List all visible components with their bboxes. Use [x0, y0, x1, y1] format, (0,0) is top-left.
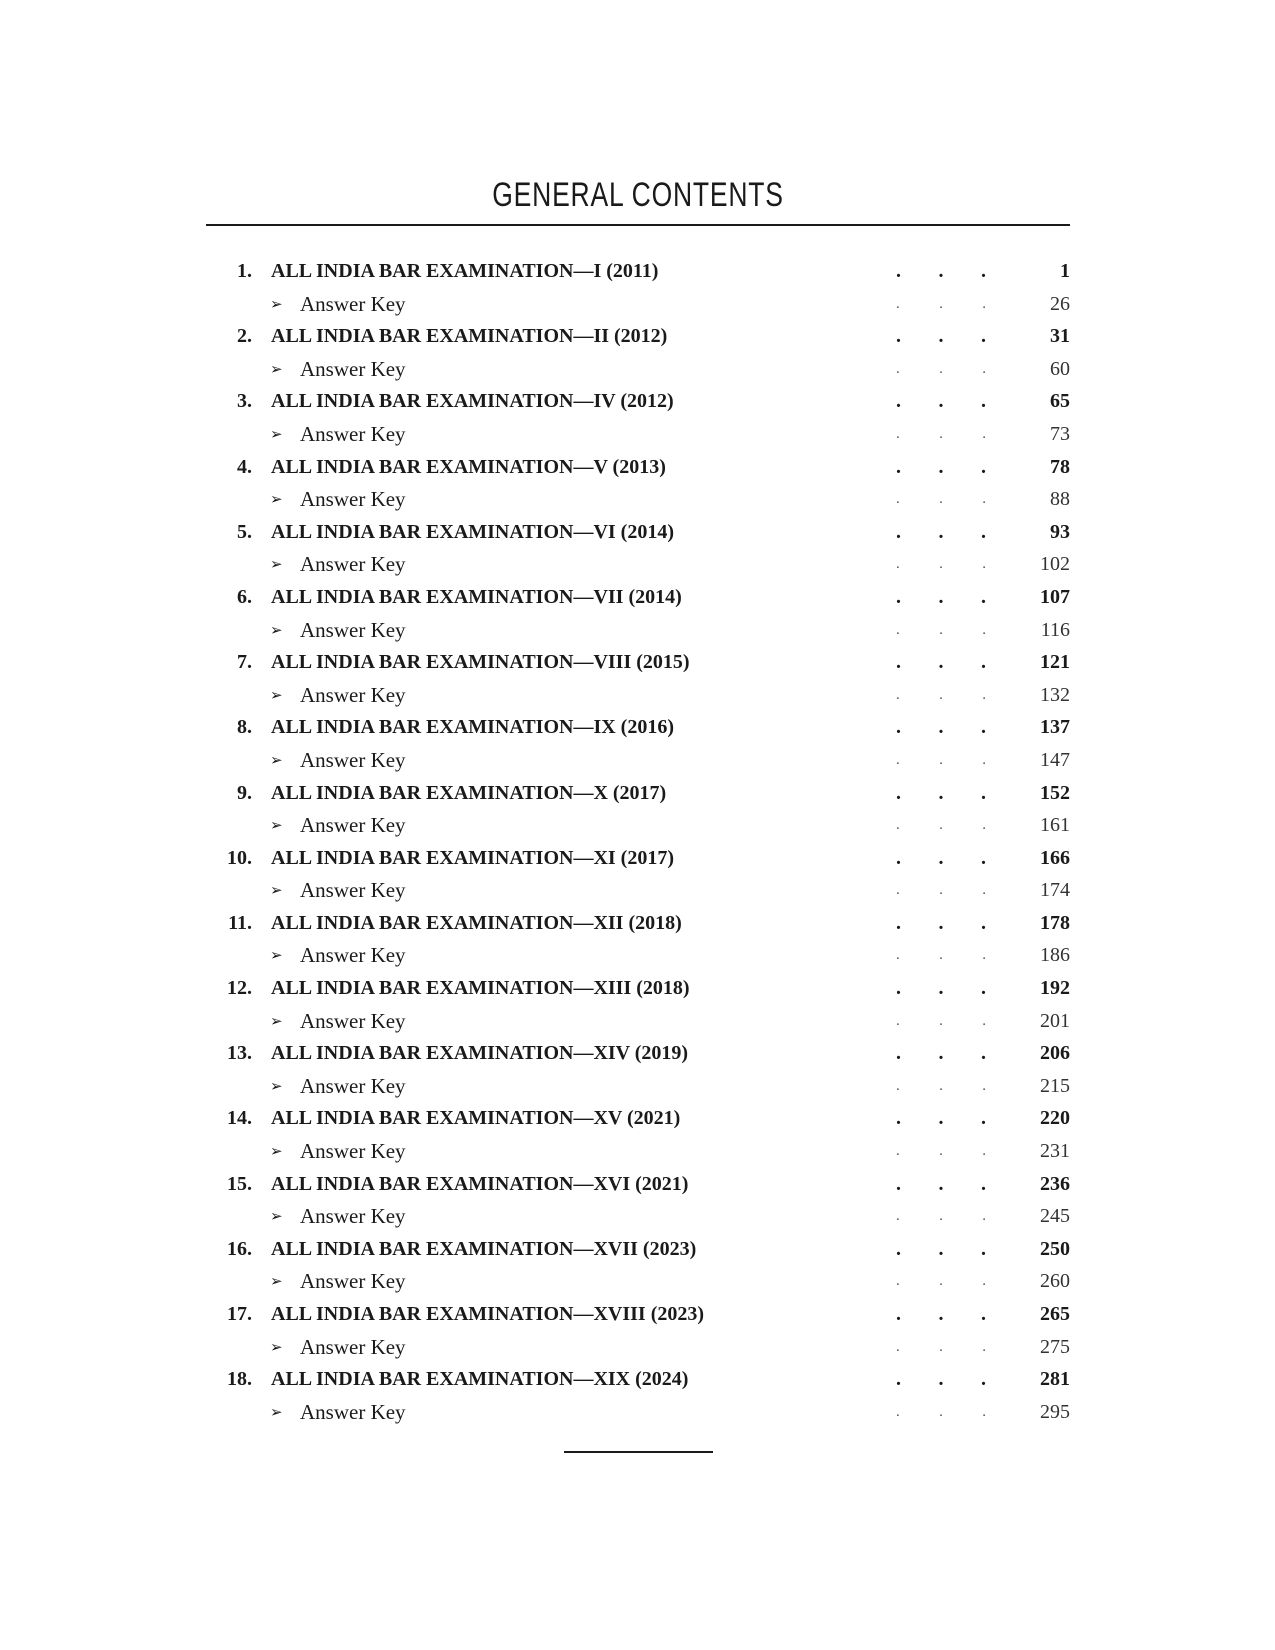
entry-number: 13.: [227, 1042, 252, 1065]
answer-key-label: Answer Key: [300, 1139, 406, 1164]
leader-dot: .: [982, 1077, 986, 1094]
entry-page: 220: [1040, 1107, 1070, 1130]
arrow-bullet-icon: ➢: [270, 1207, 283, 1226]
leader-dot: .: [896, 621, 900, 638]
leader-dots: [896, 288, 986, 321]
leader-dot: .: [896, 491, 900, 508]
leader-dot: .: [981, 846, 986, 869]
leader-dot: .: [938, 520, 944, 543]
leader-dots: [896, 614, 986, 647]
leader-dots: [896, 711, 986, 744]
arrow-bullet-icon: ➢: [270, 685, 283, 704]
leader-dots: [896, 907, 986, 940]
leader-dots: [896, 1102, 986, 1135]
answer-key-label: Answer Key: [300, 1008, 406, 1033]
leader-dot: .: [981, 1237, 986, 1260]
entry-page: 152: [1040, 781, 1070, 804]
toc-entry[interactable]: [206, 777, 1070, 810]
answer-key-label: Answer Key: [300, 1204, 406, 1229]
toc-entry[interactable]: [206, 1168, 1070, 1201]
entry-number: 14.: [227, 1107, 252, 1130]
leader-dot: .: [981, 455, 986, 478]
answer-key-label: Answer Key: [300, 421, 406, 446]
entry-title: ALL INDIA BAR EXAMINATION—XI (2017): [271, 846, 674, 869]
entry-title: ALL INDIA BAR EXAMINATION—XVIII (2023): [271, 1303, 705, 1325]
leader-dot: .: [982, 1338, 986, 1355]
answer-key-page: 275: [1040, 1335, 1070, 1358]
leader-dot: .: [939, 295, 943, 312]
entry-title: ALL INDIA BAR EXAMINATION—XIII (2018): [271, 977, 690, 1000]
leader-dots: [896, 1005, 986, 1038]
answer-key-label: Answer Key: [300, 682, 406, 707]
toc-subentry[interactable]: [206, 1200, 1070, 1233]
leader-dot: .: [896, 1237, 901, 1260]
leader-dot: .: [896, 1273, 900, 1290]
arrow-bullet-icon: ➢: [270, 490, 283, 509]
leader-dot: .: [981, 390, 986, 413]
arrow-bullet-icon: ➢: [270, 424, 283, 443]
leader-dot: .: [982, 1012, 986, 1029]
leader-dot: .: [896, 1303, 901, 1325]
leader-dot: .: [938, 1368, 944, 1391]
leader-dot: .: [981, 651, 986, 674]
leader-dots: [896, 874, 986, 907]
leader-dot: .: [939, 882, 943, 899]
answer-key-label: Answer Key: [300, 1334, 406, 1359]
leader-dot: .: [896, 556, 900, 573]
leader-dots: [896, 646, 986, 679]
leader-dot: .: [896, 295, 900, 312]
entry-number: 2.: [237, 325, 252, 348]
entry-title: ALL INDIA BAR EXAMINATION—VIII (2015): [271, 651, 690, 674]
answer-key-page: 186: [1040, 944, 1070, 967]
leader-dot: .: [938, 716, 944, 739]
entry-page: 65: [1050, 390, 1070, 413]
answer-key-label: Answer Key: [300, 1073, 406, 1098]
leader-dot: .: [938, 977, 944, 1000]
answer-key-label: Answer Key: [300, 291, 406, 316]
entry-number: 18.: [227, 1368, 252, 1391]
toc-subentry[interactable]: [206, 939, 1070, 972]
toc-subentry[interactable]: [206, 614, 1070, 647]
leader-dot: .: [896, 911, 901, 934]
entry-number: 1.: [237, 260, 252, 282]
entry-number: 10.: [227, 846, 252, 869]
answer-key-label: Answer Key: [300, 1269, 406, 1294]
toc-entry[interactable]: [206, 972, 1070, 1005]
leader-dot: .: [981, 260, 986, 282]
leader-dots: [896, 320, 986, 353]
leader-dot: .: [896, 651, 901, 674]
leader-dot: .: [896, 585, 901, 608]
toc-subentry[interactable]: [206, 288, 1070, 321]
leader-dots: [896, 385, 986, 418]
leader-dots: [896, 777, 986, 810]
leader-dots: [896, 1363, 986, 1396]
entry-title: ALL INDIA BAR EXAMINATION—XIX (2024): [271, 1368, 689, 1391]
entry-title: ALL INDIA BAR EXAMINATION—XVII (2023): [271, 1237, 697, 1260]
leader-dot: .: [939, 1403, 943, 1420]
leader-dot: .: [896, 1338, 900, 1355]
leader-dot: .: [896, 425, 900, 442]
arrow-bullet-icon: ➢: [270, 946, 283, 965]
leader-dot: .: [982, 817, 986, 834]
answer-key-label: Answer Key: [300, 747, 406, 772]
answer-key-page: 60: [1050, 357, 1070, 380]
leader-dot: .: [982, 360, 986, 377]
entry-page: 137: [1040, 716, 1070, 739]
answer-key-page: 116: [1040, 618, 1070, 641]
leader-dots: [896, 516, 986, 549]
toc-entry[interactable]: [206, 385, 1070, 418]
leader-dot: .: [896, 1077, 900, 1094]
arrow-bullet-icon: ➢: [270, 359, 283, 378]
leader-dot: .: [896, 817, 900, 834]
leader-dots: [896, 1168, 986, 1201]
leader-dots: [896, 679, 986, 712]
answer-key-page: 231: [1040, 1140, 1070, 1163]
entry-title: ALL INDIA BAR EXAMINATION—VI (2014): [271, 520, 674, 543]
entry-title: ALL INDIA BAR EXAMINATION—IV (2012): [271, 390, 674, 413]
leader-dot: .: [896, 947, 900, 964]
leader-dots: [896, 809, 986, 842]
leader-dot: .: [896, 846, 901, 869]
leader-dot: .: [938, 325, 944, 348]
leader-dots: [896, 1200, 986, 1233]
answer-key-label: Answer Key: [300, 356, 406, 381]
leader-dot: .: [939, 751, 943, 768]
toc-subentry[interactable]: [206, 679, 1070, 712]
leader-dot: .: [896, 1042, 901, 1065]
leader-dots: [896, 842, 986, 875]
answer-key-label: Answer Key: [300, 487, 406, 512]
leader-dots: [896, 353, 986, 386]
leader-dot: .: [938, 846, 944, 869]
leader-dot: .: [939, 1077, 943, 1094]
leader-dots: [896, 451, 986, 484]
answer-key-page: 161: [1040, 814, 1070, 837]
leader-dot: .: [939, 1143, 943, 1160]
leader-dot: .: [938, 1172, 944, 1195]
leader-dot: .: [938, 651, 944, 674]
arrow-bullet-icon: ➢: [270, 1402, 283, 1421]
toc-entry[interactable]: [206, 1298, 1070, 1331]
leader-dots: [896, 972, 986, 1005]
end-divider: [564, 1451, 713, 1453]
entry-number: 15.: [227, 1172, 252, 1195]
answer-key-label: Answer Key: [300, 878, 406, 903]
entry-number: 3.: [237, 390, 252, 413]
leader-dot: .: [896, 1403, 900, 1420]
answer-key-label: Answer Key: [300, 943, 406, 968]
leader-dot: .: [939, 1012, 943, 1029]
leader-dots: [896, 939, 986, 972]
answer-key-label: Answer Key: [300, 1399, 406, 1424]
leader-dots: [896, 418, 986, 451]
contents-list: [206, 255, 1070, 1428]
leader-dot: .: [939, 360, 943, 377]
leader-dots: [896, 1396, 986, 1429]
entry-page: 93: [1050, 520, 1070, 543]
entry-number: 7.: [237, 651, 252, 674]
answer-key-page: 201: [1040, 1009, 1070, 1032]
entry-page: 78: [1050, 455, 1070, 478]
arrow-bullet-icon: ➢: [270, 294, 283, 313]
answer-key-page: 102: [1040, 553, 1070, 576]
toc-subentry[interactable]: [206, 353, 1070, 386]
leader-dot: .: [982, 295, 986, 312]
answer-key-page: 245: [1040, 1205, 1070, 1228]
leader-dot: .: [938, 390, 944, 413]
arrow-bullet-icon: ➢: [270, 881, 283, 900]
leader-dot: .: [982, 1143, 986, 1160]
leader-dot: .: [981, 977, 986, 1000]
arrow-bullet-icon: ➢: [270, 1142, 283, 1161]
leader-dot: .: [981, 1303, 986, 1325]
answer-key-page: 132: [1040, 683, 1070, 706]
entry-number: 8.: [237, 716, 252, 739]
answer-key-page: 73: [1050, 422, 1070, 445]
toc-subentry[interactable]: [206, 418, 1070, 451]
toc-entry[interactable]: [206, 1363, 1070, 1396]
toc-subentry[interactable]: [206, 744, 1070, 777]
answer-key-label: Answer Key: [300, 617, 406, 642]
arrow-bullet-icon: ➢: [270, 620, 283, 639]
entry-title: ALL INDIA BAR EXAMINATION—XVI (2021): [271, 1172, 689, 1195]
leader-dot: .: [938, 260, 944, 282]
leader-dot: .: [896, 260, 901, 282]
leader-dot: .: [982, 882, 986, 899]
leader-dot: .: [896, 781, 901, 804]
toc-subentry[interactable]: [206, 1331, 1070, 1364]
toc-entry[interactable]: [206, 907, 1070, 940]
leader-dots: [896, 483, 986, 516]
leader-dot: .: [896, 1208, 900, 1225]
entry-number: 5.: [237, 520, 252, 543]
toc-subentry[interactable]: [206, 809, 1070, 842]
leader-dot: .: [896, 1107, 901, 1130]
toc-entry[interactable]: [206, 320, 1070, 353]
leader-dots: [896, 1135, 986, 1168]
toc-subentry[interactable]: [206, 1070, 1070, 1103]
toc-subentry[interactable]: [206, 483, 1070, 516]
toc-subentry[interactable]: [206, 1265, 1070, 1298]
entry-title: ALL INDIA BAR EXAMINATION—I (2011): [271, 260, 659, 282]
answer-key-page: 174: [1040, 879, 1070, 902]
leader-dot: .: [939, 425, 943, 442]
entry-number: 12.: [227, 977, 252, 1000]
leader-dot: .: [981, 1042, 986, 1065]
leader-dots: [896, 744, 986, 777]
leader-dot: .: [939, 947, 943, 964]
entry-page: 281: [1040, 1368, 1070, 1391]
toc-entry[interactable]: [206, 255, 1070, 288]
answer-key-page: 215: [1040, 1074, 1070, 1097]
entry-title: ALL INDIA BAR EXAMINATION—XV (2021): [271, 1107, 681, 1130]
entry-page: 1: [1060, 260, 1070, 282]
leader-dot: .: [896, 1368, 901, 1391]
title-divider: [206, 224, 1070, 226]
leader-dot: .: [896, 520, 901, 543]
leader-dot: .: [939, 817, 943, 834]
leader-dots: [896, 255, 986, 288]
leader-dot: .: [981, 1172, 986, 1195]
leader-dot: .: [982, 556, 986, 573]
leader-dot: .: [939, 556, 943, 573]
entry-number: 11.: [228, 911, 252, 934]
entry-page: 250: [1040, 1237, 1070, 1260]
leader-dot: .: [896, 716, 901, 739]
leader-dots: [896, 1298, 986, 1331]
leader-dot: .: [938, 1042, 944, 1065]
leader-dot: .: [939, 1273, 943, 1290]
entry-title: ALL INDIA BAR EXAMINATION—VII (2014): [271, 585, 682, 608]
toc-entry[interactable]: [206, 842, 1070, 875]
leader-dot: .: [896, 455, 901, 478]
leader-dot: .: [939, 621, 943, 638]
leader-dot: .: [938, 585, 944, 608]
leader-dot: .: [981, 911, 986, 934]
arrow-bullet-icon: ➢: [270, 816, 283, 835]
leader-dot: .: [938, 1107, 944, 1130]
leader-dot: .: [982, 751, 986, 768]
entry-page: 107: [1040, 585, 1070, 608]
leader-dot: .: [938, 1237, 944, 1260]
answer-key-page: 147: [1040, 748, 1070, 771]
entry-title: ALL INDIA BAR EXAMINATION—X (2017): [271, 781, 667, 804]
leader-dot: .: [981, 1368, 986, 1391]
leader-dot: .: [896, 977, 901, 1000]
leader-dot: .: [982, 425, 986, 442]
toc-subentry[interactable]: [206, 874, 1070, 907]
leader-dot: .: [982, 491, 986, 508]
entry-page: 192: [1040, 977, 1070, 1000]
page-title: GENERAL CONTENTS: [492, 176, 784, 214]
leader-dot: .: [896, 686, 900, 703]
leader-dot: .: [981, 716, 986, 739]
entry-title: ALL INDIA BAR EXAMINATION—XII (2018): [271, 911, 682, 934]
leader-dot: .: [896, 882, 900, 899]
entry-title: ALL INDIA BAR EXAMINATION—IX (2016): [271, 716, 674, 739]
toc-entry[interactable]: [206, 1233, 1070, 1266]
leader-dot: .: [981, 520, 986, 543]
arrow-bullet-icon: ➢: [270, 1337, 283, 1356]
answer-key-page: 88: [1050, 488, 1070, 511]
leader-dot: .: [938, 911, 944, 934]
answer-key-page: 260: [1040, 1270, 1070, 1293]
leader-dot: .: [938, 455, 944, 478]
answer-key-label: Answer Key: [300, 552, 406, 577]
leader-dot: .: [981, 585, 986, 608]
leader-dot: .: [981, 1107, 986, 1130]
toc-entry[interactable]: [206, 646, 1070, 679]
leader-dots: [896, 1331, 986, 1364]
leader-dot: .: [896, 390, 901, 413]
toc-subentry[interactable]: [206, 1396, 1070, 1429]
toc-entry[interactable]: [206, 1037, 1070, 1070]
leader-dot: .: [896, 1172, 901, 1195]
entry-title: ALL INDIA BAR EXAMINATION—II (2012): [271, 325, 668, 348]
leader-dots: [896, 1037, 986, 1070]
arrow-bullet-icon: ➢: [270, 750, 283, 769]
toc-subentry[interactable]: [206, 1135, 1070, 1168]
leader-dot: .: [982, 1208, 986, 1225]
leader-dot: .: [938, 781, 944, 804]
leader-dot: .: [982, 947, 986, 964]
leader-dot: .: [896, 325, 901, 348]
entry-title: ALL INDIA BAR EXAMINATION—V (2013): [271, 455, 666, 478]
answer-key-page: 295: [1040, 1400, 1070, 1423]
leader-dot: .: [939, 686, 943, 703]
entry-page: 206: [1040, 1042, 1070, 1065]
entry-number: 9.: [237, 781, 252, 804]
toc-entry[interactable]: [206, 516, 1070, 549]
arrow-bullet-icon: ➢: [270, 1076, 283, 1095]
arrow-bullet-icon: ➢: [270, 1011, 283, 1030]
toc-entry[interactable]: [206, 581, 1070, 614]
leader-dot: .: [982, 1403, 986, 1420]
entry-page: 236: [1040, 1172, 1070, 1195]
entry-title: ALL INDIA BAR EXAMINATION—XIV (2019): [271, 1042, 689, 1065]
entry-page: 178: [1040, 911, 1070, 934]
leader-dot: .: [896, 360, 900, 377]
leader-dot: .: [896, 1012, 900, 1029]
entry-page: 31: [1050, 325, 1070, 348]
leader-dot: .: [939, 491, 943, 508]
toc-entry[interactable]: [206, 451, 1070, 484]
leader-dot: .: [982, 686, 986, 703]
leader-dots: [896, 581, 986, 614]
answer-key-label: Answer Key: [300, 813, 406, 838]
answer-key-page: 26: [1050, 292, 1070, 315]
arrow-bullet-icon: ➢: [270, 1272, 283, 1291]
leader-dot: .: [939, 1208, 943, 1225]
leader-dots: [896, 1265, 986, 1298]
leader-dot: .: [938, 1303, 944, 1325]
leader-dots: [896, 1070, 986, 1103]
toc-entry[interactable]: [206, 711, 1070, 744]
leader-dot: .: [896, 1143, 900, 1160]
arrow-bullet-icon: ➢: [270, 555, 283, 574]
toc-entry[interactable]: [206, 1102, 1070, 1135]
toc-subentry[interactable]: [206, 548, 1070, 581]
entry-number: 6.: [237, 585, 252, 608]
leader-dot: .: [981, 325, 986, 348]
entry-number: 16.: [227, 1237, 252, 1260]
leader-dot: .: [896, 751, 900, 768]
leader-dot: .: [982, 621, 986, 638]
entry-page: 121: [1040, 651, 1070, 674]
entry-page: 166: [1040, 846, 1070, 869]
leader-dot: .: [981, 781, 986, 804]
toc-subentry[interactable]: [206, 1005, 1070, 1038]
leader-dot: .: [982, 1273, 986, 1290]
entry-number: 4.: [237, 455, 252, 478]
leader-dot: .: [939, 1338, 943, 1355]
entry-page: 265: [1040, 1303, 1070, 1325]
entry-number: 17.: [227, 1303, 252, 1325]
leader-dots: [896, 548, 986, 581]
leader-dots: [896, 1233, 986, 1266]
